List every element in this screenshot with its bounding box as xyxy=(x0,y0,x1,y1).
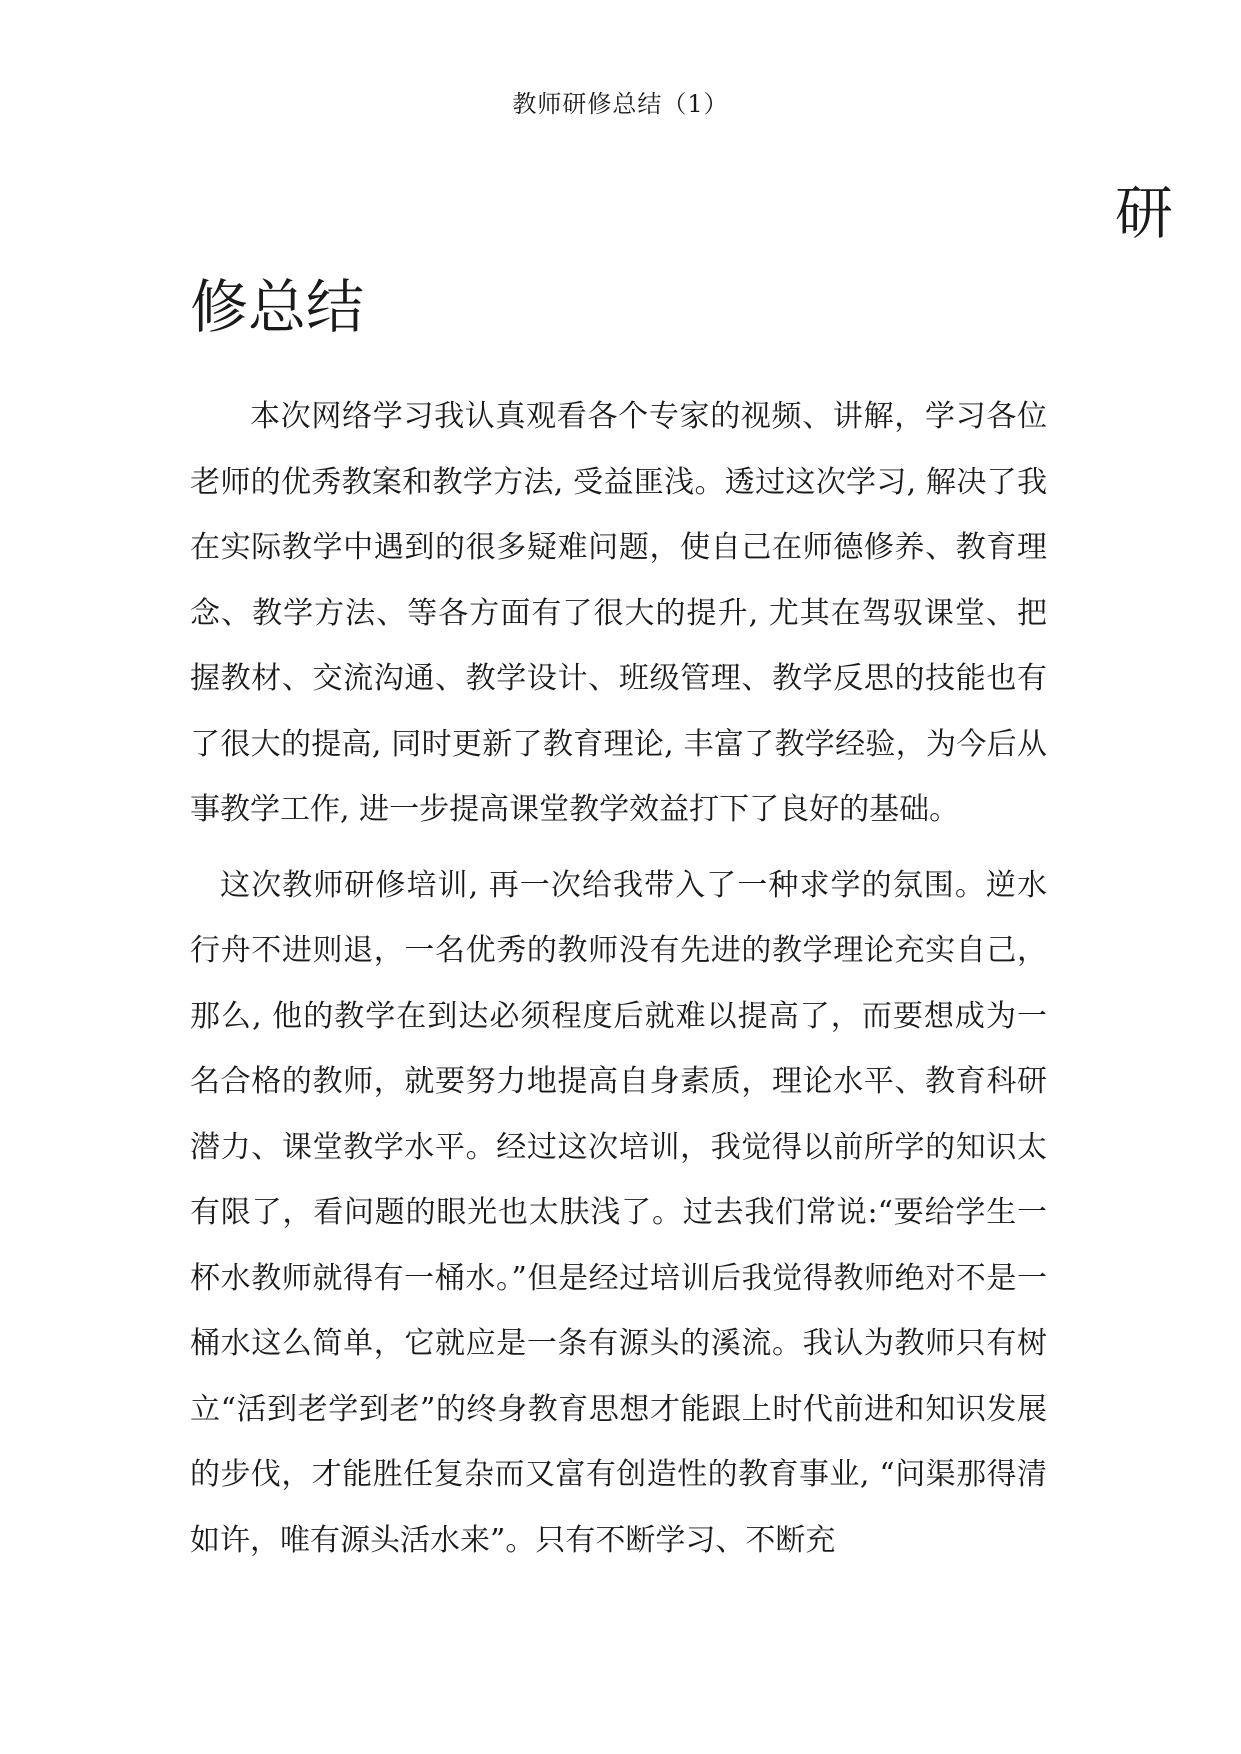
running-header: 教师研修总结（1） xyxy=(512,90,729,118)
document-body xyxy=(190,384,1047,1573)
document-title-part2: 修总结 xyxy=(190,273,365,341)
paragraph-1: 本次网络学习我认真观看各个专家的视频、讲解，学习各位老师的优秀教案和教学方法, 受益匪浅。透过这次学习, 解决了我在实际教学中遇到的很多疑难问题，使自己在师德修养、教育理念、教学方法、等各方面有了很大的提升, 尤其在驾驭课堂、把握教材、交流沟通、教学设计、班级管理、教学反思的技能也有了很大的提高, 同时更新了教育理论, 丰富了教学经验，为今后从事教学工作, 进一步提高课堂教学效益打下了良好的基础。 xyxy=(190,399,1047,827)
document-title-part1: 研 xyxy=(1114,179,1173,247)
paragraph-2: 这次教师研修培训, 再一次给我带入了一种求学的氛围。逆水行舟不进则退，一名优秀的教师没有先进的教学理论充实自己，那么, 他的教学在到达必须程度后就难以提高了，而要想成为一名合格的教师，就要努力地提高自身素质，理论水平、教育科研潜力、课堂教学水平。经过这次培训，我觉得以前所学的知识太有限了，看问题的眼光也太肤浅了。过去我们常说:“要给学生一杯水教师就得有一桶水。”但是经过培训后我觉得教师绝对不是一桶水这么简单，它就应是一条有源头的溪流。我认为教师只有树立“活到老学到老”的终身教育思想才能跟上时代前进和知识发展的步伐，才能胜任复杂而又富有创造性的教育事业, “问渠那得清如许，唯有源头活水来”。只有不断学习、不断充 xyxy=(190,867,1047,1558)
